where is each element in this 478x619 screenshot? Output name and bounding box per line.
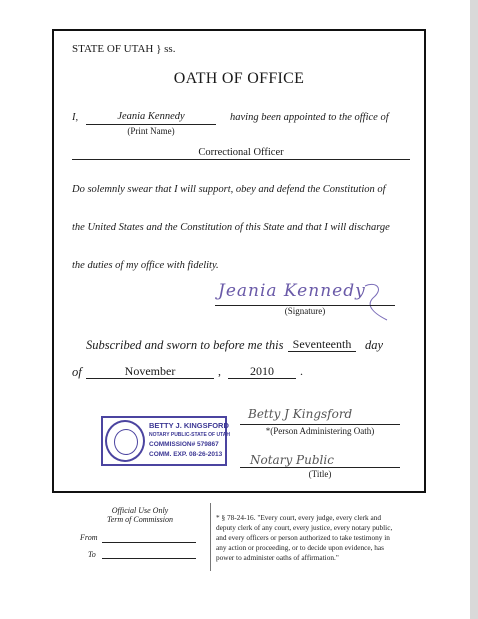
title-underline: [240, 467, 400, 468]
statute-line-2: deputy clerk of any court, every justice, every notary public,: [216, 523, 393, 532]
oath-line-1: Do solemnly swear that I will support, obey and defend the Constitution of: [72, 184, 386, 195]
document-title: OATH OF OFFICE: [173, 70, 305, 87]
notary-seal: [101, 416, 231, 466]
sworn-prefix: Subscribed and sworn to before me this: [86, 338, 284, 352]
seal-commission-label: COMMISSION#: [149, 441, 196, 448]
seal-notary-name: BETTY J. KINGSFORD: [149, 421, 229, 430]
appointment-prefix: I,: [72, 112, 79, 123]
oath-line-2: the United States and the Constitution of this State and that I will discharge: [72, 222, 390, 233]
title-caption: (Title): [308, 469, 332, 479]
sworn-year: 2010: [250, 364, 274, 378]
month-comma: ,: [218, 364, 221, 378]
from-underline: [102, 542, 196, 543]
of-label: of: [72, 365, 82, 379]
sworn-month: November: [124, 364, 176, 378]
seal-commission-number: 579867: [197, 441, 219, 448]
state-heading: STATE OF UTAH } ss.: [72, 43, 176, 55]
seal-notary-state: NOTARY PUBLIC-STATE OF UTAH: [149, 432, 231, 438]
name-underline: [86, 124, 216, 125]
sworn-day: Seventeenth: [292, 337, 352, 351]
office-underline: [72, 159, 410, 160]
seal-expiration: COMM. EXP. 08-26-2013: [149, 451, 223, 458]
statute-line-5: power to administer oaths of affirmation.": [216, 553, 339, 562]
from-label: From: [80, 533, 98, 542]
footer-divider: [210, 503, 211, 571]
statute-line-3: and every officers or person authorized to take testimony in: [216, 533, 390, 542]
oath-line-3: the duties of my office with fidelity.: [72, 260, 219, 271]
official-use-heading: Official Use Only: [111, 506, 169, 515]
term-of-commission-heading: Term of Commission: [107, 515, 173, 524]
administrator-signature: Betty J Kingsford: [248, 407, 353, 421]
applicant-signature: Jeania Kennedy: [218, 281, 366, 301]
print-name-caption: (Print Name): [127, 126, 175, 136]
seal-commission: [149, 441, 219, 448]
administrator-title-signature: Notary Public: [250, 453, 334, 467]
to-underline: [102, 558, 196, 559]
appointment-suffix: having been appointed to the office of: [230, 112, 389, 123]
year-period: .: [300, 364, 303, 378]
page-edge: [470, 0, 478, 619]
day-label: day: [365, 338, 384, 352]
to-label: To: [88, 550, 96, 559]
printed-name: Jeania Kennedy: [117, 111, 185, 122]
administrator-caption: *(Person Administering Oath): [265, 426, 375, 436]
signature-caption: (Signature): [284, 306, 326, 316]
statute-line-1: * § 78-24-16. "Every court, every judge, every clerk and: [216, 513, 382, 522]
statute-line-4: any action or proceeding, or to decide upon evidence, has: [216, 543, 384, 552]
office-title: Correctional Officer: [198, 147, 284, 158]
state-seal-icon: [105, 420, 145, 462]
administrator-underline: [240, 424, 400, 425]
